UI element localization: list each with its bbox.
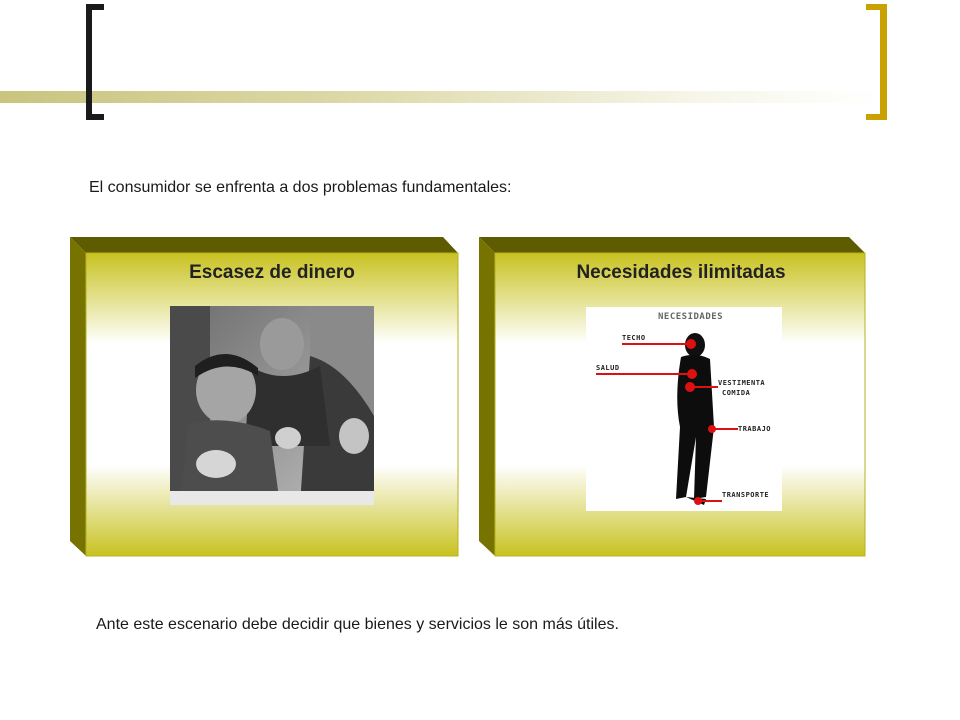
label-salud: SALUD [596, 364, 620, 372]
needs-diagram-image [586, 307, 782, 511]
children-photo [170, 306, 374, 505]
box-needs-title: Necesidades ilimitadas [576, 262, 786, 283]
label-techo: TECHO [622, 334, 646, 342]
right-bracket-decor [866, 4, 888, 120]
header-decor-bar [0, 91, 880, 103]
label-transporte: TRANSPORTE [722, 491, 770, 499]
left-bracket-decor [86, 4, 104, 120]
needs-image-header: NECESIDADES [658, 312, 724, 322]
conclusion-text: Ante este escenario debe decidir que bienes y servicios le son más útiles. [96, 616, 619, 633]
label-comida: COMIDA [722, 389, 751, 397]
label-trabajo: TRABAJO [738, 425, 772, 433]
box-scarcity-title: Escasez de dinero [189, 262, 355, 283]
label-vestimenta: VESTIMENTA [718, 379, 766, 387]
intro-text: El consumidor se enfrenta a dos problemas fundamentales: [89, 179, 512, 196]
